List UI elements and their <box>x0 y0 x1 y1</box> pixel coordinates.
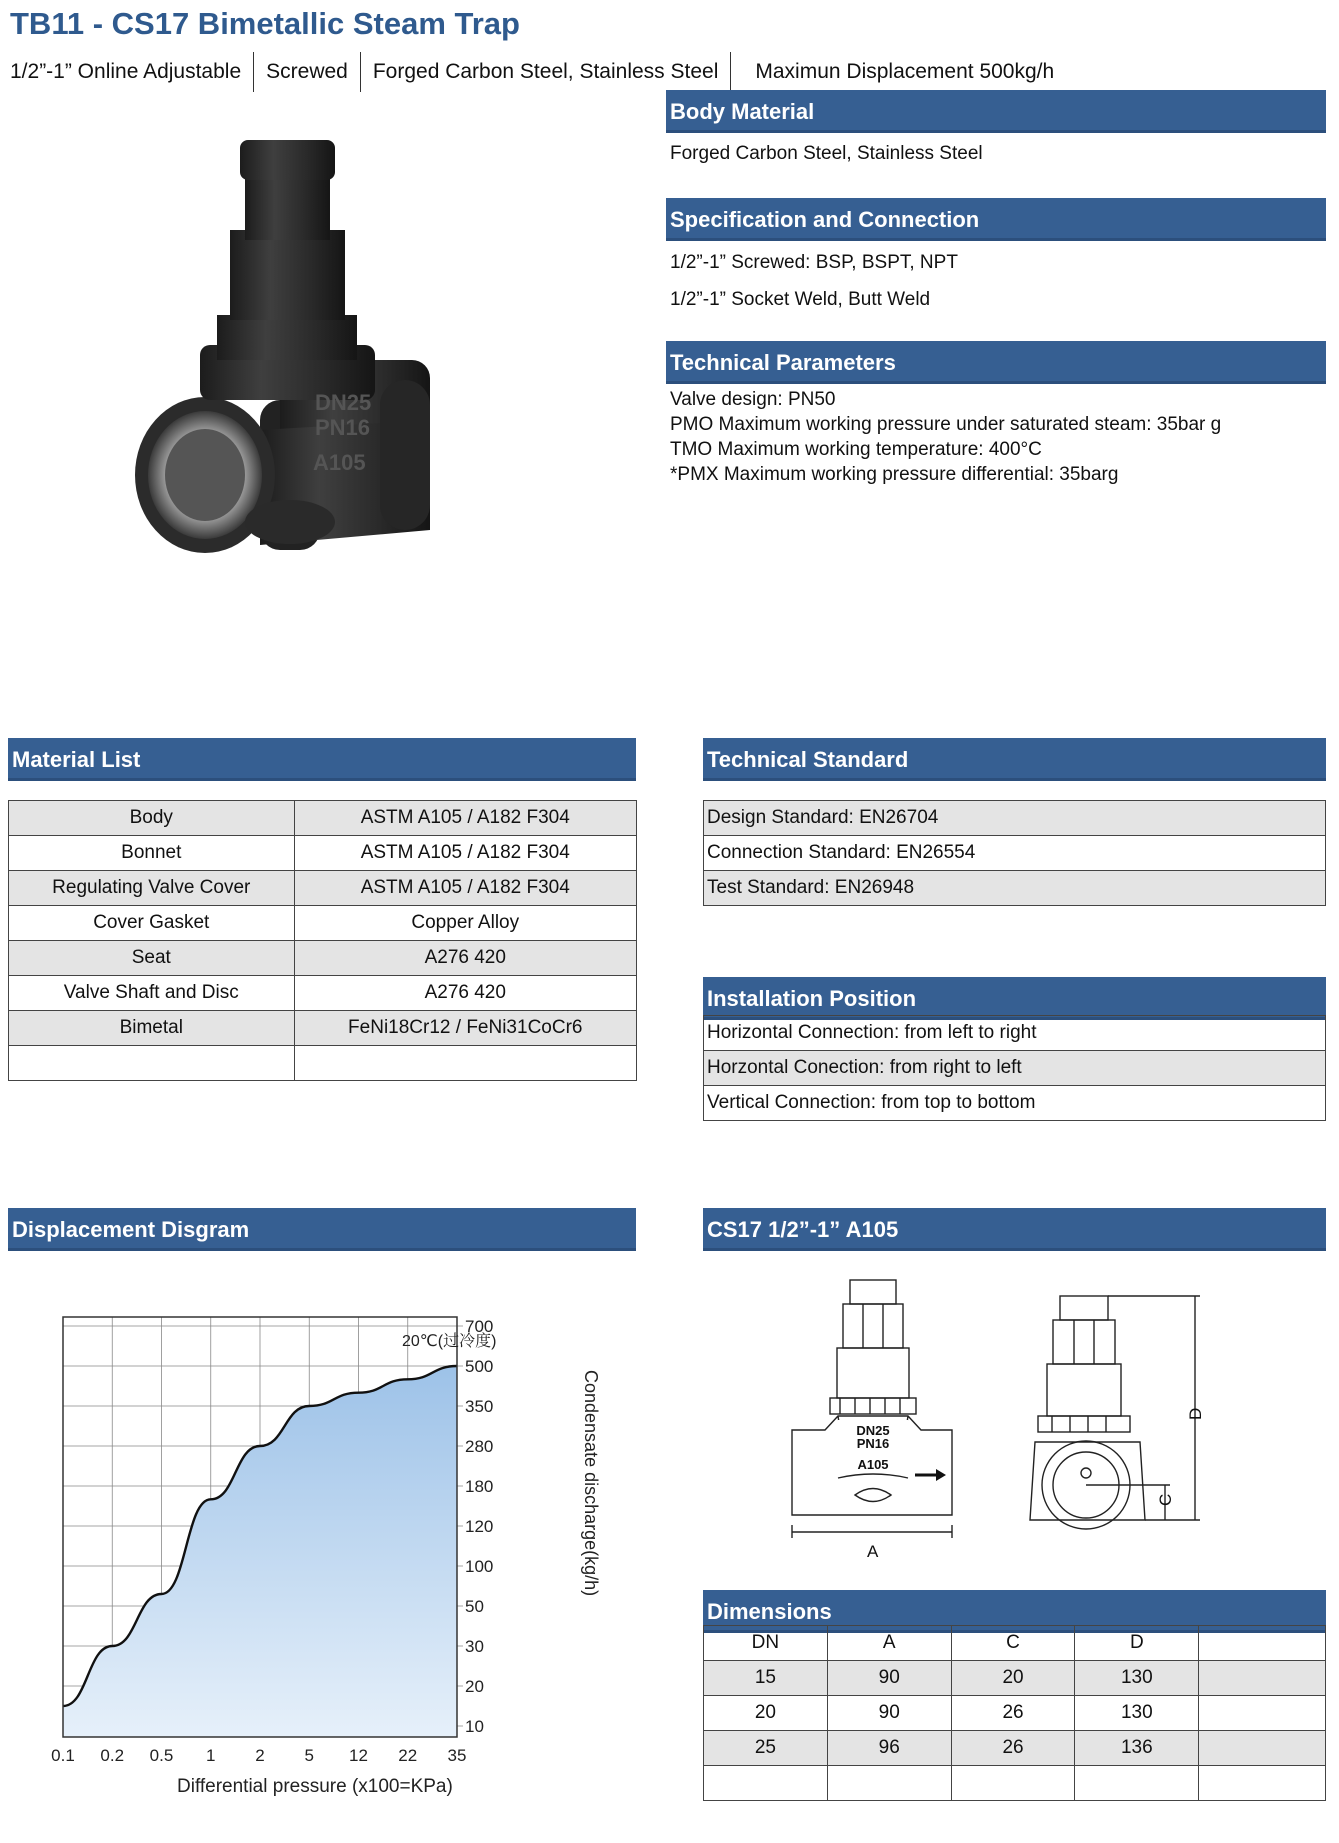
dims-cell <box>1075 1766 1199 1801</box>
y-tick-label: 100 <box>465 1557 494 1576</box>
material-value: ASTM A105 / A182 F304 <box>294 801 636 836</box>
tag-displacement: Maximun Displacement 500kg/h <box>755 60 1055 83</box>
photo-marking-dn: DN25 <box>315 390 372 415</box>
table-row <box>9 871 637 906</box>
spec-line-screwed: 1/2”-1” Screwed: BSP, BSPT, NPT <box>670 252 958 273</box>
material-value: FeNi18Cr12 / FeNi31CoCr6 <box>294 1011 636 1046</box>
dims-header-d: D <box>1075 1626 1199 1661</box>
displacement-chart <box>0 1290 640 1810</box>
table-row <box>9 941 637 976</box>
y-tick-label: 10 <box>465 1717 484 1736</box>
dims-cell: 130 <box>1075 1696 1199 1731</box>
dims-cell: 20 <box>704 1696 828 1731</box>
y-tick-label: 180 <box>465 1477 494 1496</box>
material-part: Valve Shaft and Disc <box>9 976 295 1011</box>
table-row <box>704 1086 1326 1121</box>
dims-cell: 96 <box>827 1731 951 1766</box>
table-row <box>704 1051 1326 1086</box>
technical-standard-table <box>703 800 1326 906</box>
body-material-heading: Body Material <box>666 90 1326 133</box>
spec-line-weld: 1/2”-1” Socket Weld, Butt Weld <box>670 289 931 310</box>
y-tick-label: 30 <box>465 1637 484 1656</box>
param-pmx: *PMX Maximum working pressure differential: 35barg <box>670 464 1119 485</box>
dims-cell: 136 <box>1075 1731 1199 1766</box>
technical-parameters-heading: Technical Parameters <box>666 341 1326 384</box>
dims-cell <box>1199 1731 1326 1766</box>
material-list-heading: Material List <box>8 738 636 781</box>
body-material-text: Forged Carbon Steel, Stainless Steel <box>670 143 983 164</box>
y-tick-label: 20 <box>465 1677 484 1696</box>
dims-cell: 26 <box>951 1696 1075 1731</box>
material-table <box>8 800 637 1081</box>
dims-header-blank <box>1199 1626 1326 1661</box>
product-photo <box>130 130 540 650</box>
material-part: Body <box>9 801 295 836</box>
dims-cell: 15 <box>704 1661 828 1696</box>
series-label: 20℃(过冷度) <box>402 1333 497 1350</box>
y-tick-label: 120 <box>465 1517 494 1536</box>
dims-cell: 26 <box>951 1731 1075 1766</box>
dims-cell: 25 <box>704 1731 828 1766</box>
x-tick-label: 12 <box>349 1746 368 1765</box>
table-row <box>9 906 637 941</box>
dim-label-d: D <box>1186 1407 1205 1420</box>
x-tick-label: 2 <box>255 1746 265 1765</box>
dim-label-c: C <box>1156 1493 1175 1506</box>
standard-connection: Connection Standard: EN26554 <box>704 836 1326 871</box>
table-header-row <box>704 1626 1326 1661</box>
spec-connection-heading: Specification and Connection <box>666 198 1326 241</box>
table-row <box>9 1011 637 1046</box>
table-row <box>704 871 1326 906</box>
y-tick-label: 280 <box>465 1437 494 1456</box>
table-row <box>704 1696 1326 1731</box>
material-part: Bonnet <box>9 836 295 871</box>
table-row <box>704 1661 1326 1696</box>
displacement-heading: Displacement Disgram <box>8 1208 636 1251</box>
x-tick-label: 1 <box>206 1746 216 1765</box>
table-row <box>9 836 637 871</box>
x-axis-label: Differential pressure (x100=KPa) <box>177 1776 453 1797</box>
table-row <box>704 801 1326 836</box>
material-part: Regulating Valve Cover <box>9 871 295 906</box>
dims-cell: 20 <box>951 1661 1075 1696</box>
dims-cell <box>704 1766 828 1801</box>
drawing-marking-pn: PN16 <box>856 1436 890 1451</box>
flow-arrow-icon <box>936 1469 946 1481</box>
table-row <box>9 1046 637 1081</box>
x-tick-label: 0.2 <box>100 1746 125 1765</box>
param-pmo: PMO Maximum working pressure under saturated steam: 35bar g <box>670 414 1222 435</box>
photo-marking-material: A105 <box>313 450 366 475</box>
standard-design: Design Standard: EN26704 <box>704 801 1326 836</box>
install-horizontal-rl: Horzontal Conection: from right to left <box>704 1051 1326 1086</box>
install-horizontal-lr: Horizontal Connection: from left to right <box>704 1016 1326 1051</box>
y-tick-label: 700 <box>465 1317 494 1336</box>
material-part: Cover Gasket <box>9 906 295 941</box>
drawing-marking-material: A105 <box>857 1457 889 1472</box>
dims-cell: 90 <box>827 1696 951 1731</box>
dims-cell: 90 <box>827 1661 951 1696</box>
material-value: ASTM A105 / A182 F304 <box>294 836 636 871</box>
y-axis-label: Condensate discharge(kg/h) <box>581 1370 601 1597</box>
material-value: Copper Alloy <box>294 906 636 941</box>
table-row <box>704 1731 1326 1766</box>
feature-tags <box>10 52 1066 92</box>
installation-position-heading: Installation Position <box>703 977 1326 1020</box>
dims-cell <box>1199 1661 1326 1696</box>
dims-cell <box>1199 1766 1326 1801</box>
drawing-marking-dn: DN25 <box>856 1423 890 1438</box>
tag-material: Forged Carbon Steel, Stainless Steel <box>361 52 732 92</box>
material-value: A276 420 <box>294 941 636 976</box>
dimensions-heading: Dimensions <box>703 1590 1326 1633</box>
install-vertical: Vertical Connection: from top to bottom <box>704 1086 1326 1121</box>
tag-size-adjustable: 1/2”-1” Online Adjustable <box>10 52 254 92</box>
param-tmo: TMO Maximum working temperature: 400°C <box>670 439 1042 460</box>
x-tick-label: 0.5 <box>149 1746 174 1765</box>
dims-header-dn: DN <box>704 1626 828 1661</box>
installation-position-table <box>703 1015 1326 1121</box>
dimensions-table <box>703 1625 1326 1801</box>
table-row <box>704 836 1326 871</box>
material-part: Bimetal <box>9 1011 295 1046</box>
y-tick-label: 350 <box>465 1397 494 1416</box>
photo-marking-pn: PN16 <box>315 415 371 440</box>
x-tick-label: 5 <box>304 1746 314 1765</box>
dims-cell <box>951 1766 1075 1801</box>
dims-header-a: A <box>827 1626 951 1661</box>
dims-header-c: C <box>951 1626 1075 1661</box>
dim-label-a: A <box>867 1542 879 1561</box>
dims-cell: 130 <box>1075 1661 1199 1696</box>
material-value <box>294 1046 636 1081</box>
x-tick-label: 22 <box>398 1746 418 1765</box>
y-tick-label: 50 <box>465 1597 484 1616</box>
material-part: Seat <box>9 941 295 976</box>
dims-cell <box>1199 1696 1326 1731</box>
drawing-heading: CS17 1/2”-1” A105 <box>703 1208 1326 1251</box>
technical-standard-heading: Technical Standard <box>703 738 1326 781</box>
y-tick-label: 500 <box>465 1357 494 1376</box>
table-row <box>704 1766 1326 1801</box>
table-row <box>9 801 637 836</box>
tag-connection: Screwed <box>254 52 361 92</box>
standard-test: Test Standard: EN26948 <box>704 871 1326 906</box>
material-part <box>9 1046 295 1081</box>
material-value: A276 420 <box>294 976 636 1011</box>
page-title: TB11 - CS17 Bimetallic Steam Trap <box>10 6 520 41</box>
x-tick-label: 35 <box>447 1746 467 1765</box>
table-row <box>704 1016 1326 1051</box>
dims-cell <box>827 1766 951 1801</box>
param-valve-design: Valve design: PN50 <box>670 389 836 410</box>
technical-drawing <box>780 1270 1280 1580</box>
table-row <box>9 976 637 1011</box>
material-value: ASTM A105 / A182 F304 <box>294 871 636 906</box>
x-tick-label: 0.1 <box>51 1746 75 1765</box>
